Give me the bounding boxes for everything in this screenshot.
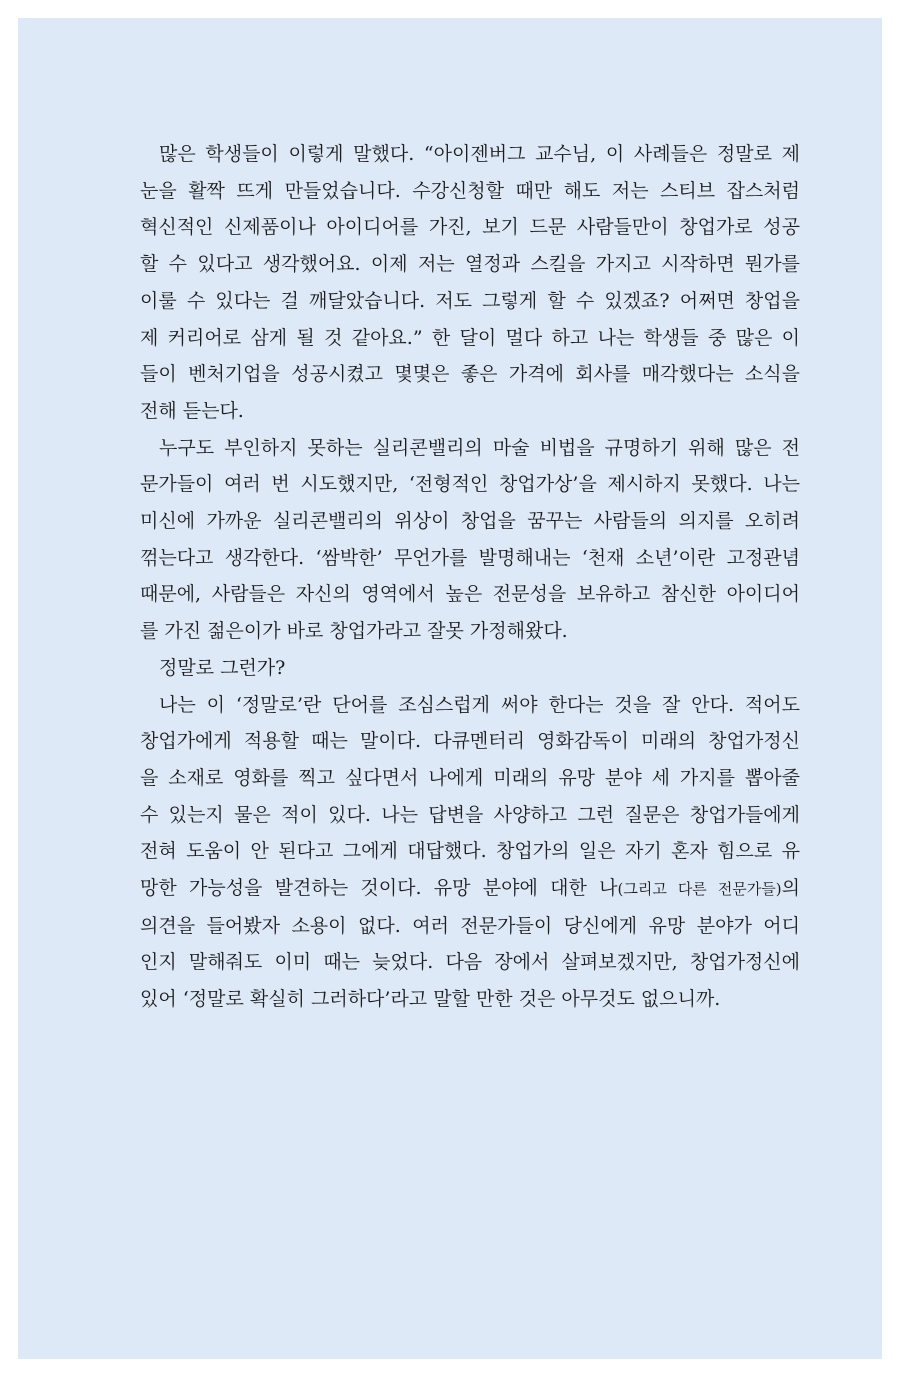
text-line: 때문에, 사람들은 자신의 영역에서 높은 전문성을 보유하고 참신한 아이디어 — [140, 583, 800, 606]
text-line: 정말로 그런가? — [159, 656, 286, 679]
text-line: 수 있는지 물은 적이 있다. 나는 답변을 사양하고 그런 질문은 창업가들에게 — [140, 803, 800, 826]
text-line: 들이 벤처기업을 성공시켰고 몇몇은 좋은 가격에 회사를 매각했다는 소식을 — [140, 363, 800, 386]
text-line: 혁신적인 신제품이나 아이디어를 가진, 보기 드문 사람들만이 창업가로 성공 — [140, 216, 800, 239]
text-line: 할 수 있다고 생각했어요. 이제 저는 열정과 스킬을 가지고 시작하면 뭔가를 — [140, 253, 800, 276]
text-line: 의견을 들어봤자 소용이 없다. 여러 전문가들이 당신에게 유망 분야가 어디 — [140, 914, 800, 937]
text-line: 을 소재로 영화를 찍고 싶다면서 나에게 미래의 유망 분야 세 가지를 뽑아줄 — [140, 766, 800, 789]
text-line: 제 커리어로 삼게 될 것 같아요.” 한 달이 멀다 하고 나는 학생들 중 많은 이 — [140, 326, 800, 349]
text-line: 를 가진 젊은이가 바로 창업가라고 잘못 가정해왔다. — [140, 620, 568, 643]
paragraph-3 — [140, 650, 800, 687]
text-line: 눈을 활짝 뜨게 만들었습니다. 수강신청할 때만 해도 저는 스티브 잡스처럼 — [140, 179, 800, 202]
text-line: 전해 듣는다. — [140, 399, 244, 422]
paragraph-4 — [140, 687, 800, 1018]
text-line: 꺾는다고 생각한다. ‘쌈박한’ 무언가를 발명해내는 ‘천재 소년’이란 고정관념 — [140, 546, 800, 569]
text-segment: 의 — [781, 877, 800, 900]
text-line: 창업가에게 적용할 때는 말이다. 다큐멘터리 영화감독이 미래의 창업가정신 — [140, 730, 800, 753]
paragraph-2 — [140, 430, 800, 650]
text-line: 미신에 가까운 실리콘밸리의 위상이 창업을 꿈꾸는 사람들의 의지를 오히려 — [140, 510, 800, 533]
text-line: 있어 ‘정말로 확실히 그러하다’라고 말할 만한 것은 아무것도 없으니까. — [140, 988, 721, 1011]
parenthetical-aside: (그리고 다른 전문가들) — [617, 880, 782, 899]
text-segment: 망한 가능성을 발견하는 것이다. 유망 분야에 대한 나 — [140, 877, 618, 900]
text-line: 많은 학생들이 이렇게 말했다. “아이젠버그 교수님, 이 사례들은 정말로 제 — [159, 143, 800, 165]
text-line: 나는 이 ‘정말로’란 단어를 조심스럽게 써야 한다는 것을 잘 안다. 적어도 — [159, 693, 800, 716]
text-line: 누구도 부인하지 못하는 실리콘밸리의 마술 비법을 규명하기 위해 많은 전 — [159, 436, 800, 459]
text-line: 문가들이 여러 번 시도했지만, ‘전형적인 창업가상’을 제시하지 못했다. 나는 — [140, 473, 800, 496]
paragraph-1 — [140, 136, 800, 430]
book-page — [18, 18, 882, 1359]
text-line: 이룰 수 있다는 걸 깨달았습니다. 저도 그렇게 할 수 있겠죠? 어쩌면 창업을 — [140, 289, 800, 312]
text-line: 전혀 도움이 안 된다고 그에게 대답했다. 창업가의 일은 자기 혼자 힘으로 유 — [140, 840, 800, 863]
text-line-with-aside — [140, 870, 800, 908]
body-text — [140, 136, 800, 1018]
text-line: 인지 말해줘도 이미 때는 늦었다. 다음 장에서 살펴보겠지만, 창업가정신에 — [140, 951, 800, 974]
